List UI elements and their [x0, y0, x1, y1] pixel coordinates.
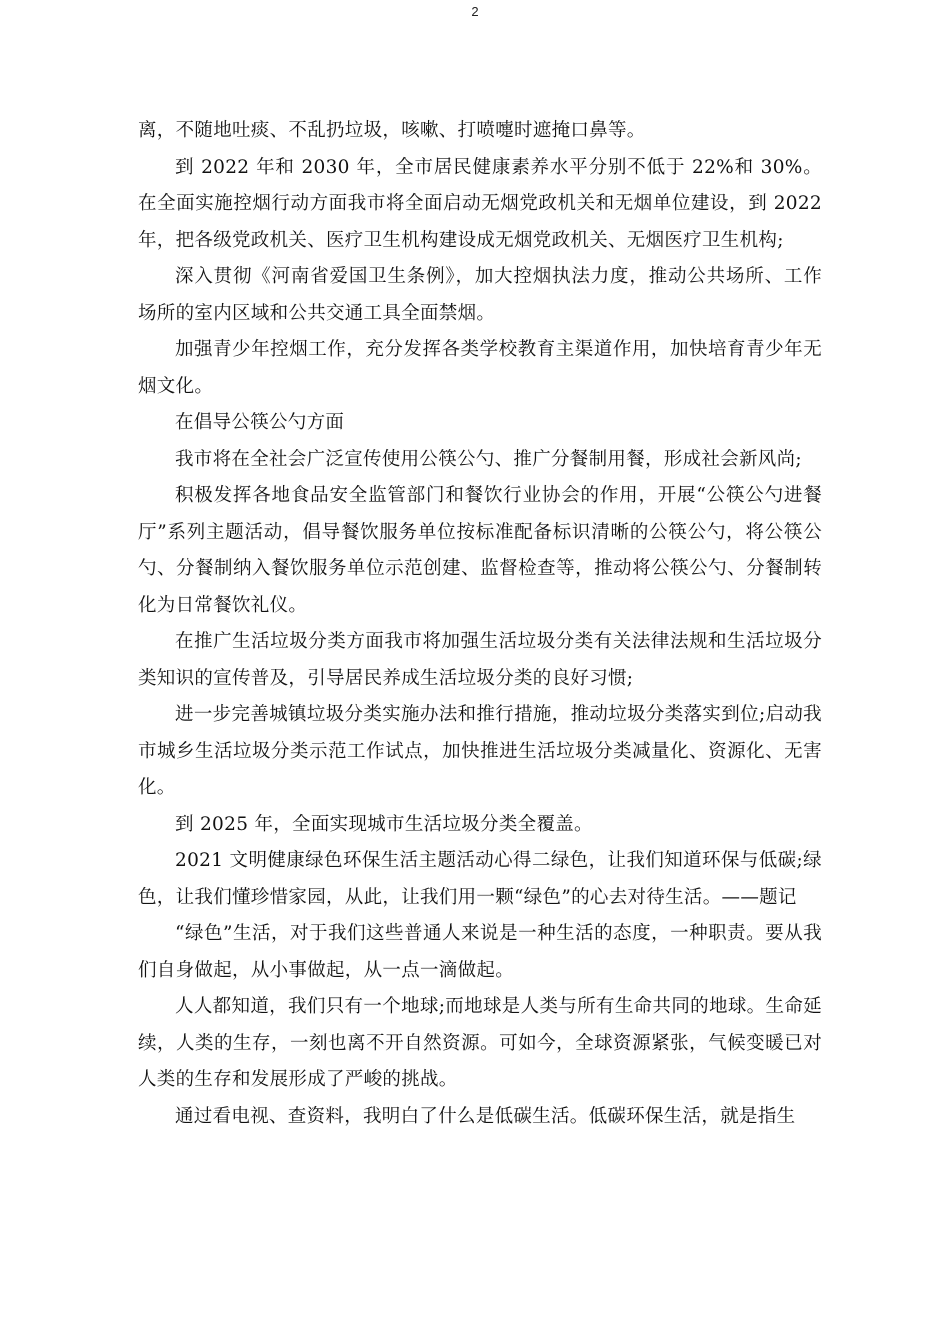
paragraph: 通过看电视、查资料，我明白了什么是低碳生活。低碳环保生活，就是指生 [175, 1105, 796, 1127]
paragraph: 在推广生活垃圾分类方面我市将加强生活垃圾分类有关法律法规和生活垃圾分类知识的宣传普及，引导居民养成生活垃圾分类的良好习惯; [138, 631, 822, 689]
document-body [138, 113, 822, 1135]
paragraph: 我市将在全社会广泛宣传使用公筷公勺、推广分餐制用餐，形成社会新风尚; [175, 448, 802, 470]
paragraph: 到 2022 年和 2030 年，全市居民健康素养水平分别不低于 22%和 30%。在全面实施控烟行动方面我市将全面启动无烟党政机关和无烟单位建设，到 2022 年，把各级党政机关、医疗卫生机构建设成无烟党政机关、无烟医疗卫生机构; [138, 156, 822, 251]
page-number: 2 [471, 4, 479, 19]
paragraph: 人人都知道，我们只有一个地球;而地球是人类与所有生命共同的地球。生命延续，人类的生存，一刻也离不开自然资源。可如今，全球资源紧张，气候变暖已对人类的生存和发展形成了严峻的挑战。 [138, 996, 822, 1090]
paragraph: 离，不随地吐痰、不乱扔垃圾，咳嗽、打喷嚏时遮掩口鼻等。 [138, 120, 646, 141]
paragraph: 深入贯彻《河南省爱国卫生条例》，加大控烟执法力度，推动公共场所、工作场所的室内区域和公共交通工具全面禁烟。 [138, 266, 822, 324]
paragraph: “绿色”生活，对于我们这些普通人来说是一种生活的态度，一种职责。要从我们自身做起，从小事做起，从一点一滴做起。 [138, 923, 822, 981]
paragraph: 2021 文明健康绿色环保生活主题活动心得二绿色，让我们知道环保与低碳;绿色，让我们懂珍惜家园，从此，让我们用一颗“绿色”的心去对待生活。——题记 [138, 850, 822, 908]
paragraph: 到 2025 年，全面实现城市生活垃圾分类全覆盖。 [175, 813, 593, 835]
paragraph: 加强青少年控烟工作，充分发挥各类学校教育主渠道作用，加快培育青少年无烟文化。 [138, 339, 822, 397]
paragraph: 进一步完善城镇垃圾分类实施办法和推行措施，推动垃圾分类落实到位;启动我市城乡生活垃圾分类示范工作试点，加快推进生活垃圾分类减量化、资源化、无害化。 [138, 704, 822, 798]
paragraph: 积极发挥各地食品安全监管部门和餐饮行业协会的作用，开展“公筷公勺进餐厅”系列主题活动，倡导餐饮服务单位按标准配备标识清晰的公筷公勺，将公筷公勺、分餐制纳入餐饮服务单位示范创建、监督检查等，推动将公筷公勺、分餐制转化为日常餐饮礼仪。 [138, 485, 822, 616]
section-heading: 在倡导公筷公勺方面 [175, 412, 345, 433]
